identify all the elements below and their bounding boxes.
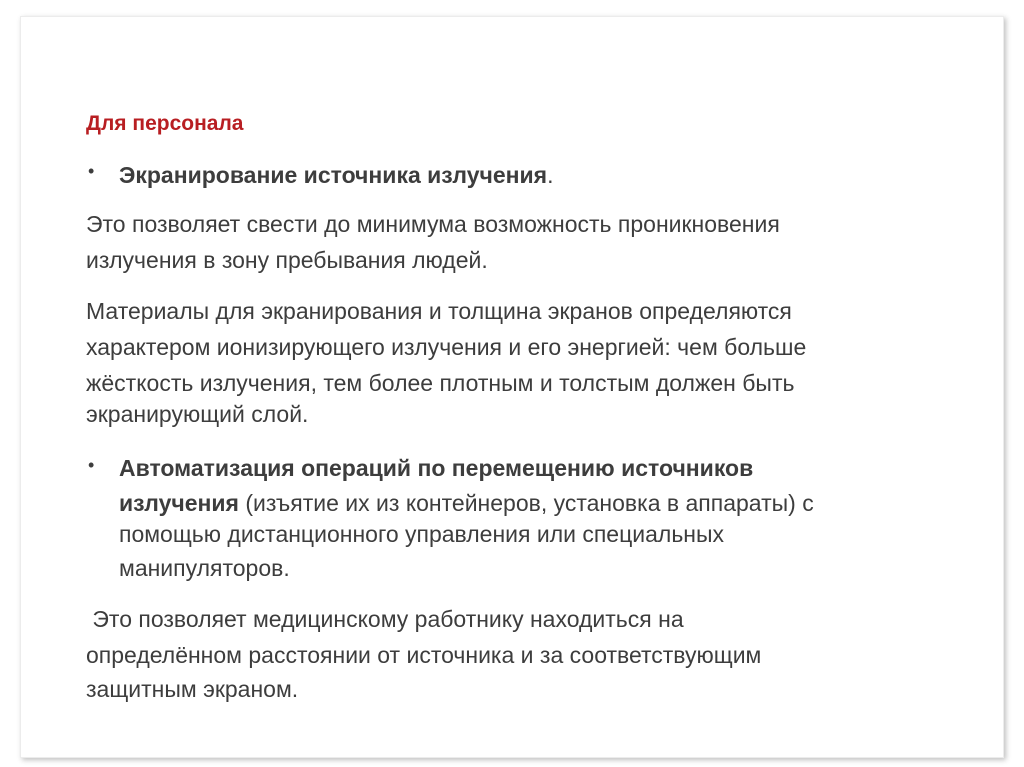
bullet-2-line-4: манипуляторов. (119, 555, 290, 581)
bullet-2-bold-line-2: излучения (119, 490, 239, 516)
section-heading: Для персонала (86, 112, 244, 135)
bullet-marker: • (88, 161, 95, 181)
bullet-2-tail-line-2: (изъятие их из контейнеров, установка в аппараты) с (238, 490, 814, 516)
paragraph-1-line-2: излучения в зону пребывания людей. (86, 247, 488, 273)
bullet-2-bold-line-1: Автоматизация операций по перемещению источников (119, 455, 754, 481)
bullet-item-bold-text: Экранирование источника излучения (119, 162, 548, 188)
paragraph-2-line-4: экранирующий слой. (86, 401, 309, 427)
paragraph-3-line-3: защитным экраном. (86, 676, 299, 702)
paragraph-2-line-2: характером ионизирующего излучения и его энергией: чем больше (86, 334, 807, 360)
bullet-2-line-1 (119, 450, 753, 486)
paragraph-2-line-3: жёсткость излучения, тем более плотным и толстым должен быть (86, 370, 795, 396)
bullet-2-line-3: помощью дистанционного управления или специальных (119, 521, 725, 547)
paragraph-3-line-2: определённом расстоянии от источника и за соответствующим (86, 642, 762, 668)
paragraph-1-line-1: Это позволяет свести до минимума возможность проникновения (86, 211, 780, 237)
bullet-item-shielding (119, 157, 554, 193)
bullet-item-tail: . (547, 162, 554, 188)
paragraph-2-line-1: Материалы для экранирования и толщина экранов определяются (86, 298, 792, 324)
paragraph-3-line-1: Это позволяет медицинскому работнику находиться на (86, 606, 684, 632)
bullet-marker: • (88, 455, 95, 475)
